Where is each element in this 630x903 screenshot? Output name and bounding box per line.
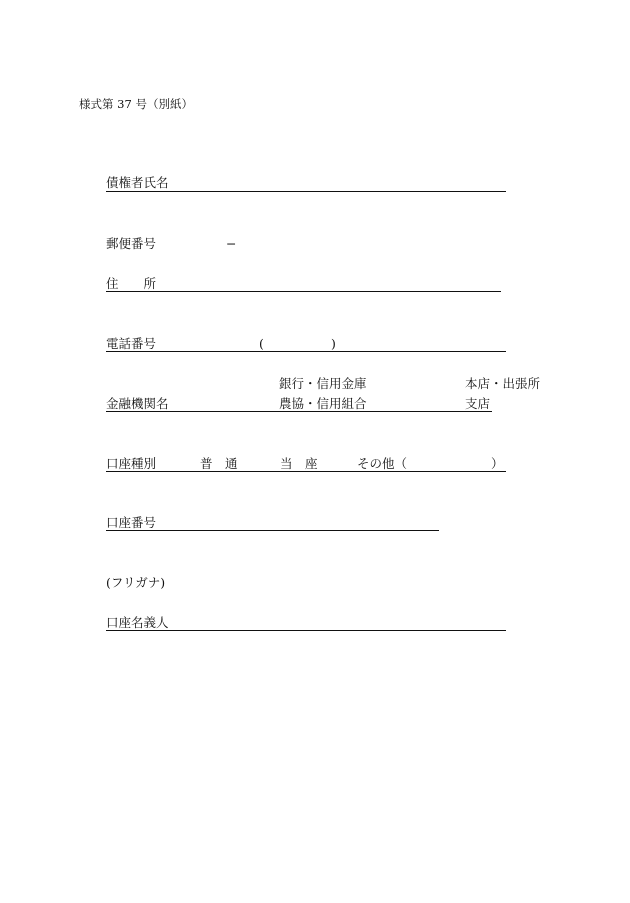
- bank-name-field[interactable]: [106, 411, 492, 412]
- account-number-label: 口座番号: [106, 515, 157, 530]
- account-type-other[interactable]: その他（: [357, 456, 408, 471]
- address-label: 住 所: [106, 276, 157, 291]
- branch-type-line1: 本店・出張所: [465, 376, 541, 391]
- phone-close-paren: ): [331, 336, 336, 351]
- postal-code-label: 郵便番号: [106, 236, 157, 251]
- phone-open-paren: (: [259, 336, 264, 351]
- account-number-field[interactable]: [106, 530, 439, 531]
- account-type-ordinary[interactable]: 普 通: [200, 456, 238, 471]
- bank-type-line1: 銀行・信用金庫: [279, 376, 367, 391]
- branch-type-line2: 支店: [465, 396, 491, 411]
- furigana-label: (フリガナ): [106, 575, 166, 590]
- account-type-current[interactable]: 当 座: [280, 456, 318, 471]
- creditor-name-label: 債権者氏名: [106, 175, 169, 190]
- account-type-label: 口座種別: [106, 456, 157, 471]
- address-field[interactable]: [106, 291, 501, 292]
- account-holder-label: 口座名義人: [106, 615, 169, 630]
- phone-label: 電話番号: [106, 336, 157, 351]
- postal-code-dash: −: [226, 236, 237, 251]
- account-holder-field[interactable]: [106, 630, 506, 631]
- account-type-other-close: ）: [491, 456, 504, 471]
- creditor-name-field[interactable]: [106, 191, 506, 192]
- form-number: 様式第 37 号（別紙）: [79, 97, 193, 111]
- account-type-field: [106, 471, 506, 472]
- bank-name-label: 金融機関名: [106, 396, 169, 411]
- phone-field[interactable]: [106, 351, 506, 352]
- bank-type-line2: 農協・信用組合: [279, 396, 367, 411]
